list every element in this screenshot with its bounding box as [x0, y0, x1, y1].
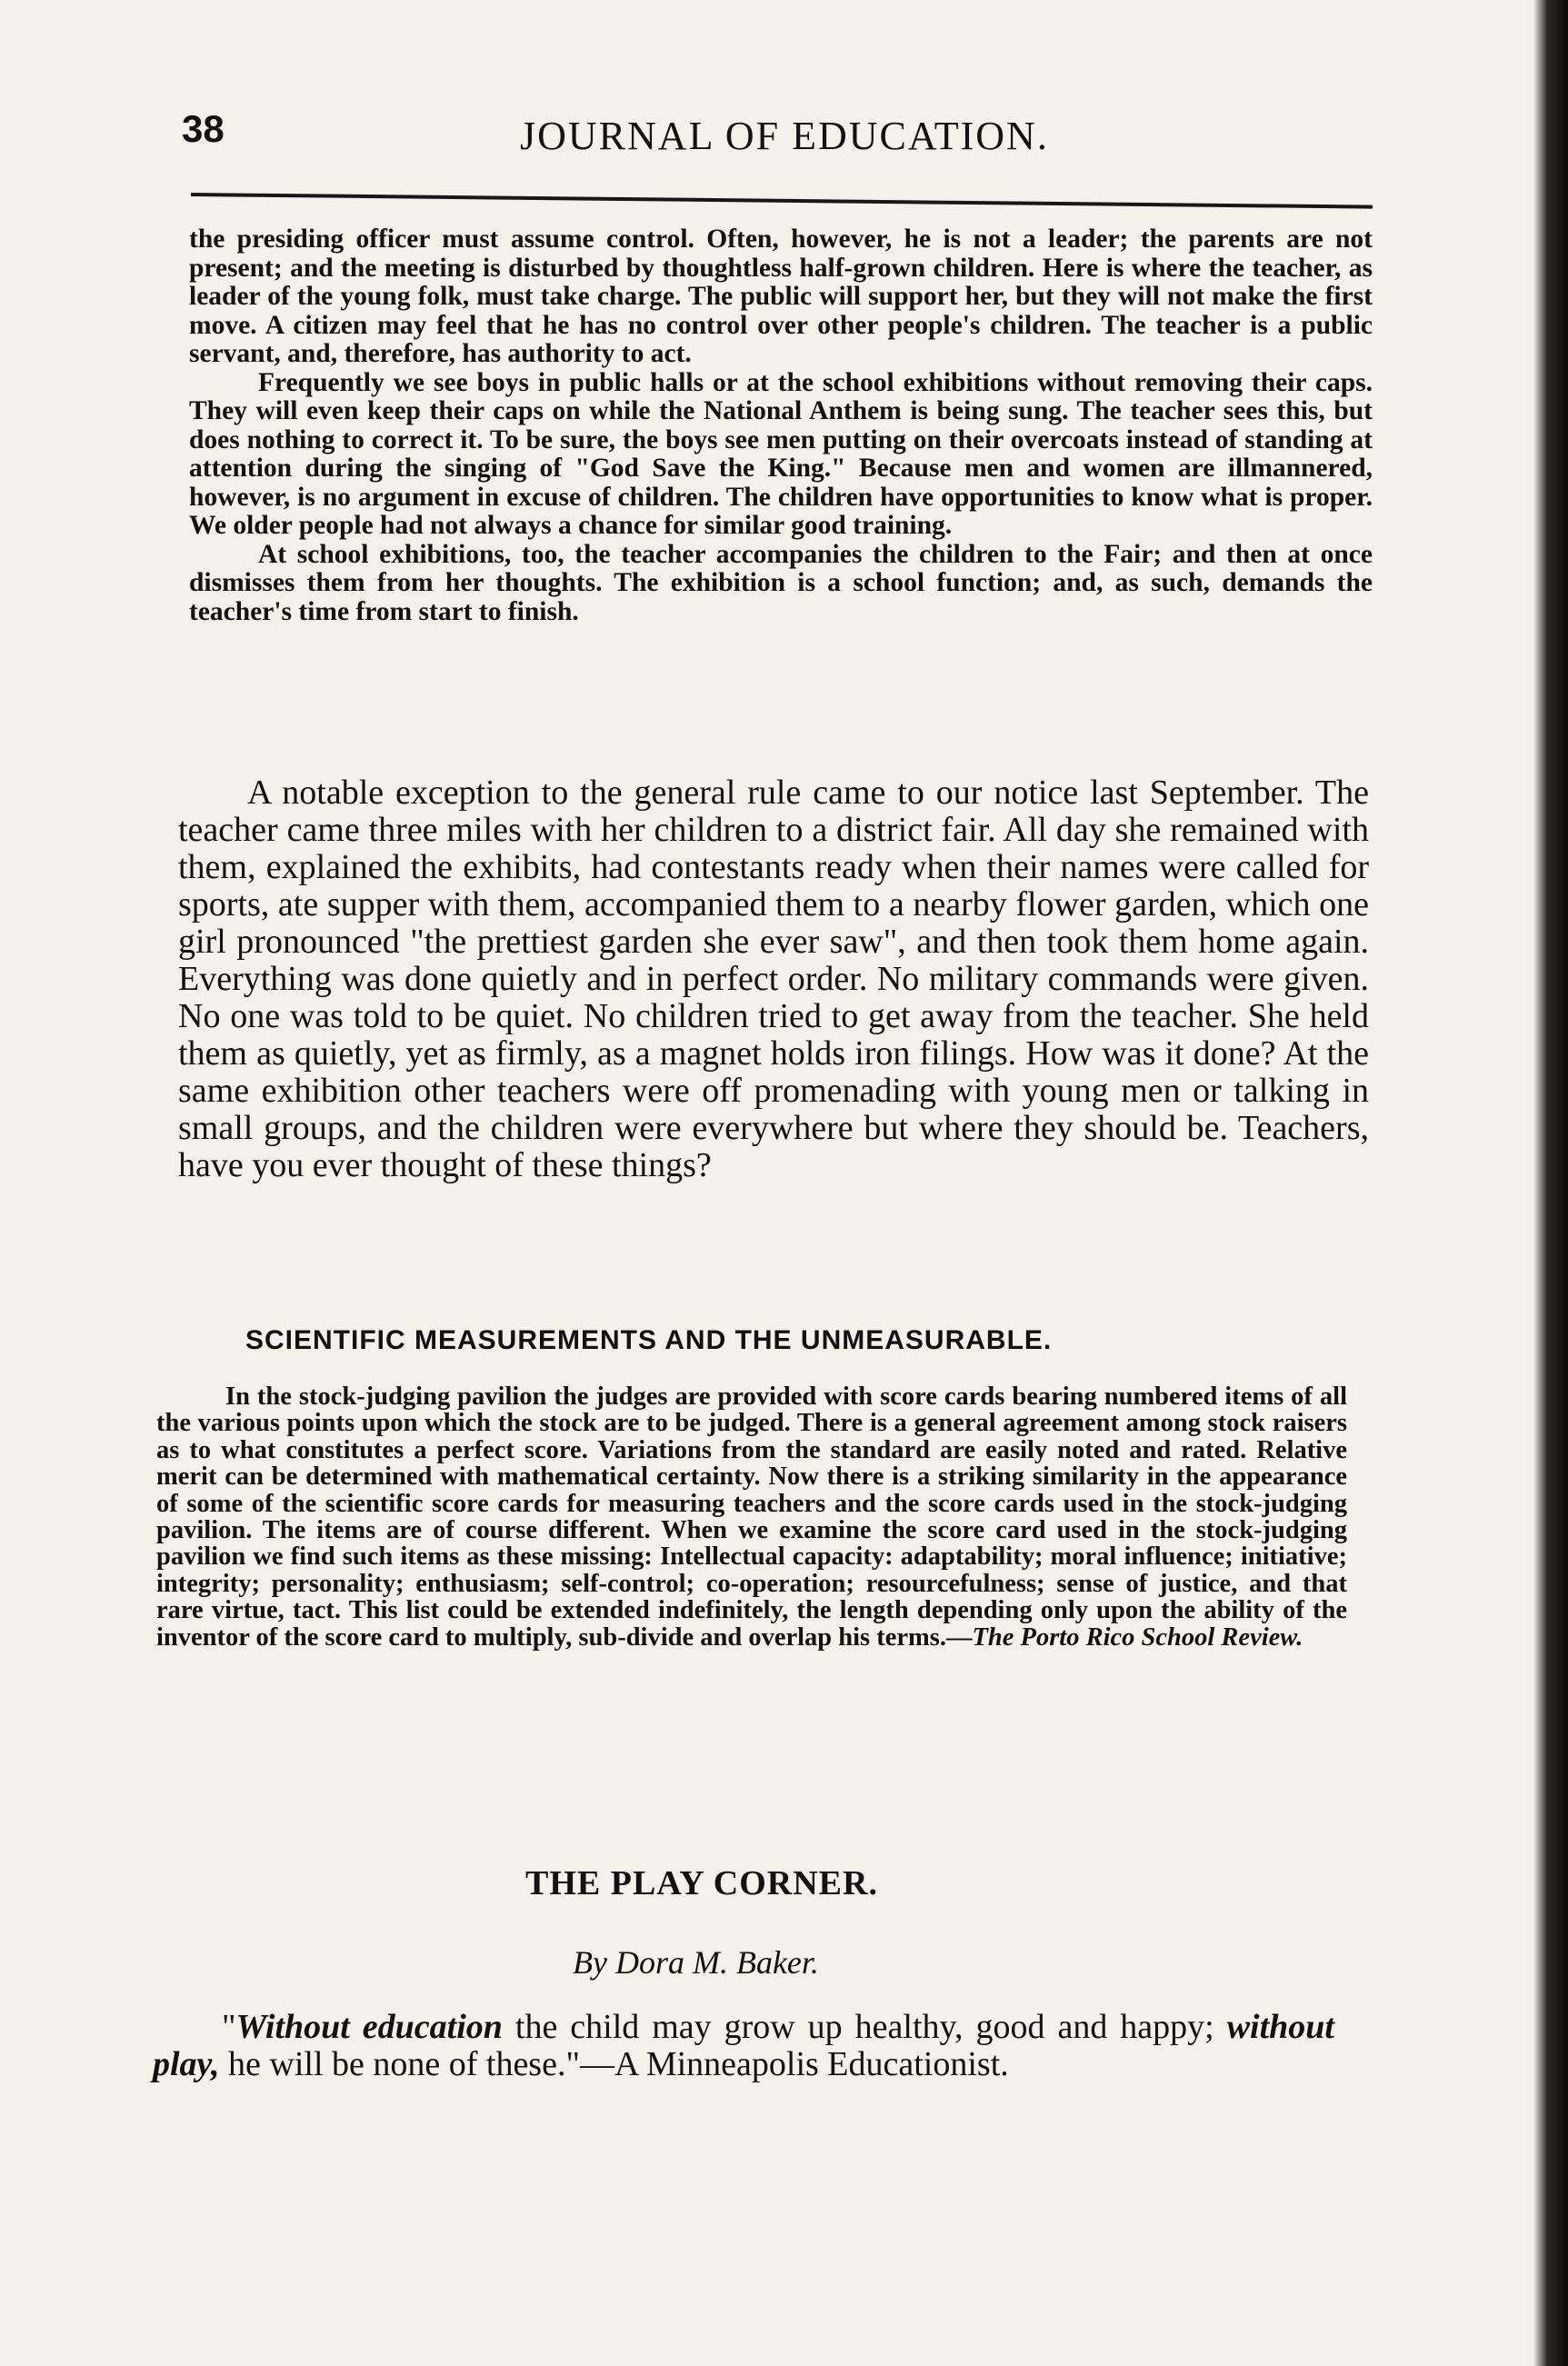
quote-open: ": [222, 2008, 236, 2046]
paragraph: [156, 1383, 1347, 1651]
byline: By Dora M. Baker.: [573, 1944, 819, 1981]
source-citation: The Porto Rico School Review.: [972, 1622, 1303, 1652]
running-title: JOURNAL OF EDUCATION.: [520, 114, 1049, 158]
quote-text: he will be none of these."—A Minneapolis Educationist.: [219, 2045, 1009, 2083]
quote-text: the child may grow up healthy, good and happy;: [502, 2008, 1227, 2046]
section-heading-play-corner: THE PLAY CORNER.: [525, 1864, 878, 1902]
paragraph: A notable exception to the general rule came to our notice last September. The teacher came three miles with her children to a district fair. All day she remained with them, explained the exhibits, had contestants ready when their names were called for sports, ate supper with them, accompanied them to a nearby flower garden, which one girl pronounced "the prettiest garden she ever saw", and then took them home again. Everything was done quietly and in perfect order. No military commands were given. No one was told to be quiet. No children tried to get away from the teacher. She held them as quietly, yet as firmly, as a magnet holds iron filings. How was it done? At the same exhibition other teachers were off promenading with young men or talking in small groups, and the children were everywhere but where they should be. Teachers, have you ever thought of these things?: [178, 774, 1369, 1184]
page-header: [182, 107, 1382, 171]
paragraph: Frequently we see boys in public halls or at the school exhibitions without removing their caps. They will even keep their caps on while the National Anthem is being sung. The teacher sees this, but does nothing to correct it. To be sure, the boys see men putting on their overcoats instead of standing at attention during the singing of "God Save the King." Because men and women are illmannered, however, is no argument in excuse of children. The children have opportunities to know what is proper. We older people had not always a chance for similar good training.: [189, 367, 1373, 540]
paragraph: the presiding officer must assume control. Often, however, he is not a leader; the parents are not present; and the meeting is disturbed by thoughtless half-grown children. Here is where the teacher, as leader of the young folk, must take charge. The public will support her, but they will not make the first move. A citizen may feel that he has no control over other people's children. The teacher is a public servant, and, therefore, has authority to act.: [189, 225, 1373, 368]
quote-emphasis: Without education: [235, 2008, 503, 2046]
exception-anecdote: [178, 774, 1369, 1184]
paragraph-text: In the stock-judging pavilion the judges are provided with score cards bearing numbered items of all the various points upon which the stock are to be judged. There is a general agreement among stock raisers as to what constitutes a perfect score. Variations from the standard are easily noted and rated. Relative merit can be determined with mathematical certainty. Now there is a striking similarity in the appearance of some of the scientific score cards for measuring teachers and the score cards used in the stock-judging pavilion. The items are of course different. When we examine the score card used in the stock-judging pavilion we find such items as these missing: Intellectual capacity: adaptability; moral influence; initiative; integrity; personality; enthusiasm; self-control; co-operation; resourcefulness; sense of justice, and that rare virtue, tact. This list could be extended indefinitely, the length depending only upon the ability of the inventor of the score card to multiply, sub-divide and overlap his terms.: [156, 1383, 1347, 1652]
section-heading-scientific-measurements: SCIENTIFIC MEASUREMENTS AND THE UNMEASURABLE.: [245, 1325, 1053, 1355]
page-number: 38: [182, 107, 225, 150]
quote-emphasis: without play,: [153, 2008, 1334, 2083]
header-rule: [191, 193, 1373, 209]
article-continuation: [189, 225, 1373, 626]
source-dash: —: [946, 1622, 973, 1652]
page-binding-edge: [1533, 0, 1568, 2366]
play-corner-quote: [153, 2009, 1334, 2083]
scientific-measurements-body: [156, 1383, 1347, 1651]
paragraph: [153, 2009, 1334, 2083]
paragraph: At school exhibitions, too, the teacher accompanies the children to the Fair; and then at once dismisses them from her thoughts. The exhibition is a school function; and, as such, demands the teacher's time from start to finish.: [189, 539, 1373, 626]
